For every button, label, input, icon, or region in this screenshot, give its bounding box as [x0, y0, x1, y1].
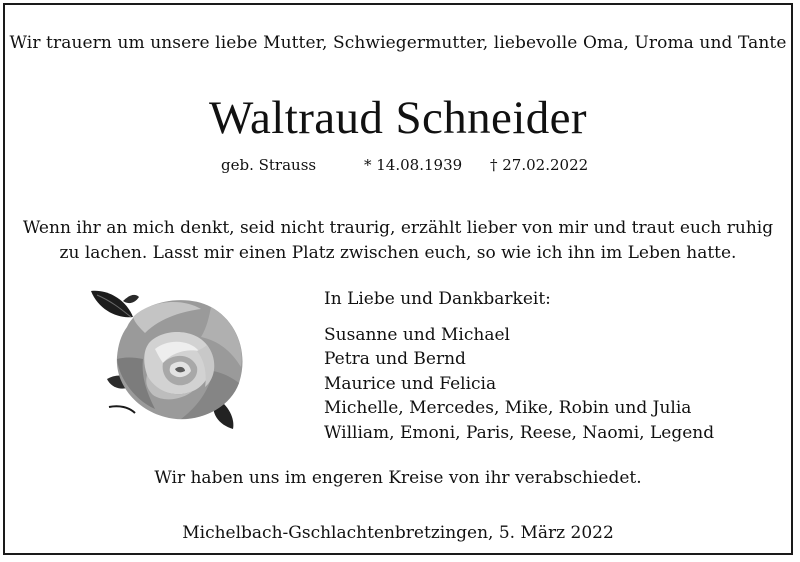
mourners-intro: In Liebe und Dankbarkeit: — [324, 289, 551, 309]
rose-icon — [89, 287, 259, 437]
verse-line: zu lachen. Lasst mir einen Platz zwischen euch, so wie ich ihn im Leben hatte. — [59, 243, 737, 263]
list-item: Susanne und Michael — [324, 324, 510, 345]
list-item: Petra und Bernd — [324, 349, 466, 369]
intro-text: Wir trauern um unsere liebe Mutter, Schwiegermutter, liebevolle Oma, Uroma und Tante — [9, 33, 787, 53]
list-item: William, Emoni, Paris, Reese, Naomi, Legend — [324, 422, 715, 443]
verse-line: Wenn ihr an mich denkt, seid nicht traurig, erzählt lieber von mir und traut euch ruhig — [22, 218, 774, 238]
memorial-verse — [5, 216, 791, 266]
death-date: † 27.02.2022 — [490, 156, 589, 174]
deceased-name: Waltraud Schneider — [209, 92, 587, 144]
farewell-text: Wir haben uns im engeren Kreise von ihr verabschiedet. — [154, 468, 642, 488]
birth-name: geb. Strauss — [221, 156, 317, 174]
mourners-list — [324, 323, 714, 446]
mourners-block — [324, 287, 714, 445]
obituary-notice — [3, 3, 793, 555]
list-item: Maurice und Felicia — [324, 373, 497, 394]
place-and-date: Michelbach-Gschlachtenbretzingen, 5. März 2022 — [182, 523, 614, 543]
birth-date: * 14.08.1939 — [364, 156, 463, 174]
list-item: Michelle, Mercedes, Mike, Robin und Julia — [324, 398, 692, 418]
